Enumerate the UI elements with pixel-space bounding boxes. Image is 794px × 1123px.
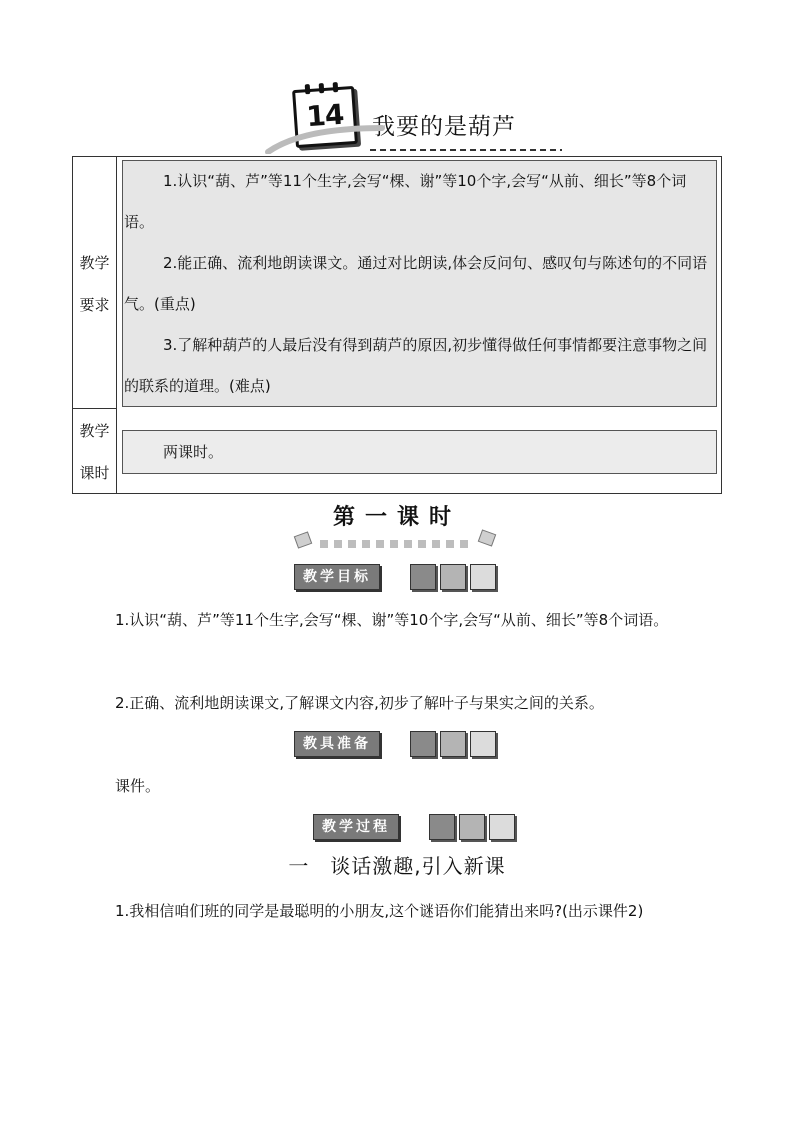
materials-tag-label: 教具准备: [294, 731, 380, 757]
process-tag: [313, 814, 523, 840]
requirement-item: 2.能正确、流利地朗读课文。通过对比朗读,体会反问句、感叹句与陈述句的不同语气。(重点): [124, 254, 708, 313]
requirements-table: [72, 156, 722, 494]
period-title: 第一课时: [332, 505, 461, 530]
objective-item: 2.正确、流利地朗读课文,了解课文内容,初步了解叶子与果实之间的关系。: [115, 694, 604, 712]
lesson-number: 14: [305, 97, 345, 134]
requirement-item: 1.认识“葫、芦”等11个生字,会写“棵、谢”等10个字,会写“从前、细长”等8个词语。: [124, 172, 687, 231]
step-title: 一 谈话激趣,引入新课: [288, 854, 506, 878]
period-title-decoration: [292, 528, 502, 552]
lesson-header: [262, 84, 562, 154]
header-underline-decoration: [262, 122, 562, 154]
objectives-tag-label: 教学目标: [294, 564, 380, 590]
objectives-tag: [294, 564, 504, 590]
hours-value: 两课时。: [163, 443, 224, 461]
materials-tag: [294, 731, 504, 757]
requirements-label: 教学 要求: [79, 254, 110, 314]
requirement-item: 3.了解种葫芦的人最后没有得到葫芦的原因,初步懂得做任何事情都要注意事物之间的联系的道理。(难点): [124, 336, 708, 395]
process-tag-label: 教学过程: [313, 814, 399, 840]
objective-item: 1.认识“葫、芦”等11个生字,会写“棵、谢”等10个字,会写“从前、细长”等8个词语。: [115, 611, 669, 629]
hours-label: 教学 课时: [79, 422, 110, 482]
materials-text: 课件。: [115, 777, 161, 795]
lesson-title: 我要的是葫芦: [372, 114, 516, 140]
process-item: 1.我相信咱们班的同学是最聪明的小朋友,这个谜语你们能猜出来吗?(出示课件2): [115, 902, 644, 920]
